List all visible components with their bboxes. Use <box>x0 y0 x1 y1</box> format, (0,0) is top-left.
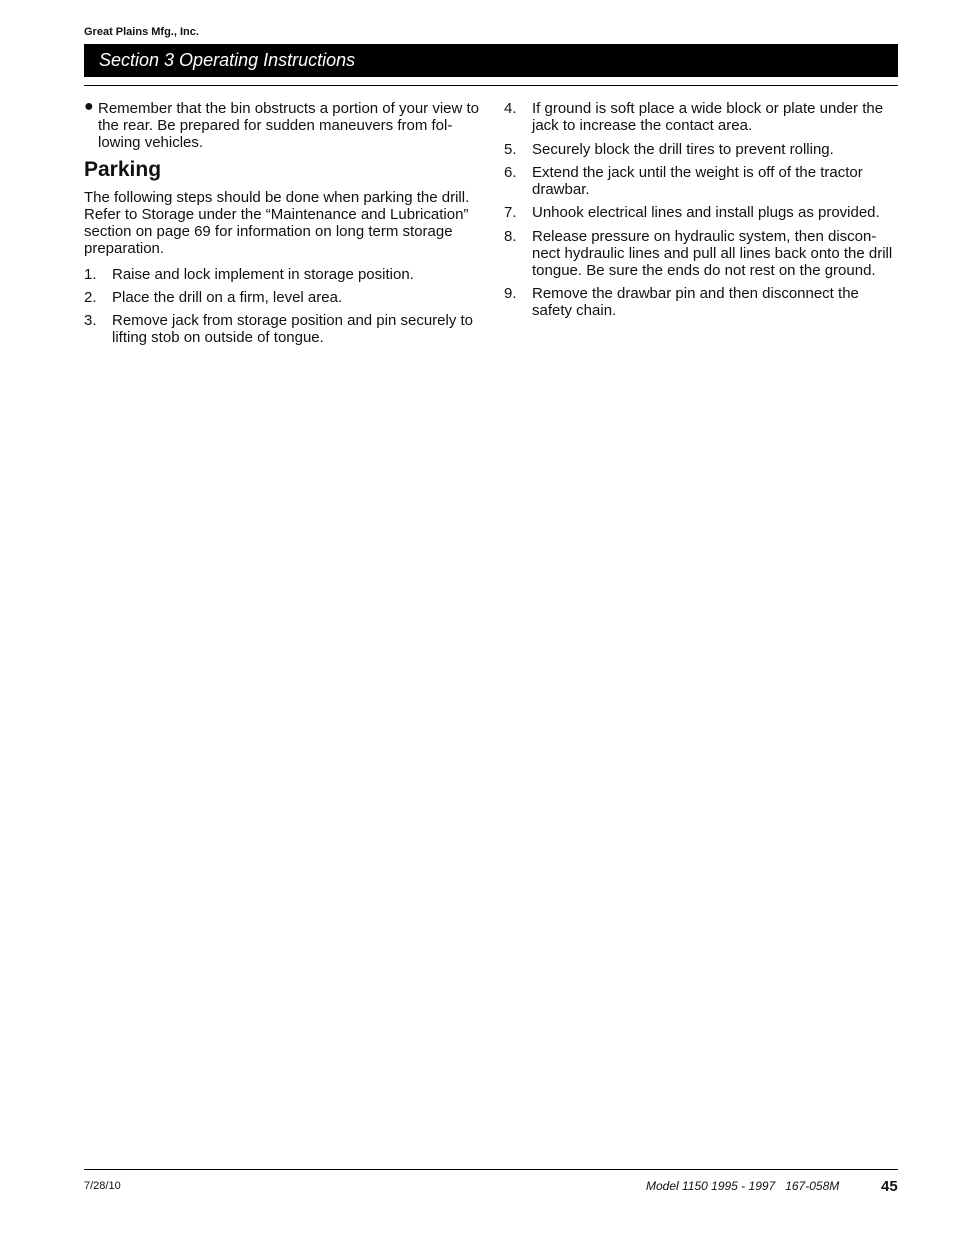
bullet-item <box>84 100 480 151</box>
step-item <box>504 164 898 198</box>
steps-list-left <box>84 266 480 346</box>
step-item <box>504 100 898 134</box>
step-text: Place the drill on a firm, level area. <box>112 289 343 306</box>
intro-paragraph: The following steps should be done when parking the drill. Refer to Storage under the “Maintenance and Lubrication” section on page 69 for information on long term storage preparation. <box>84 189 470 257</box>
step-item <box>504 285 898 319</box>
footer-model: Model 1150 1995 - 1997 167-058M <box>646 1179 840 1193</box>
step-item <box>84 266 480 283</box>
parking-heading: Parking <box>84 158 162 181</box>
company-name: Great Plains Mfg., Inc. <box>84 26 199 38</box>
step-number: 4. <box>504 100 517 117</box>
step-text: If ground is soft place a wide block or plate under the jack to increase the contact area. <box>532 100 884 134</box>
bullet-text: Remember that the bin obstructs a portion of your view to the rear. Be prepared for sudden maneuvers from fol-lowing vehicles. <box>98 100 480 151</box>
step-number: 8. <box>504 228 517 245</box>
step-text: Raise and lock implement in storage position. <box>112 266 414 283</box>
section-title-bar: Section 3 Operating Instructions <box>84 44 898 77</box>
step-item <box>84 312 480 346</box>
step-item <box>504 228 898 279</box>
step-text: Extend the jack until the weight is off of the tractor drawbar. <box>532 164 863 198</box>
step-text: Release pressure on hydraulic system, then discon-nect hydraulic lines and pull all lines back onto the drill tongue. Be sure the ends do not rest on the ground. <box>532 228 893 279</box>
footer-date: 7/28/10 <box>84 1180 121 1192</box>
footer-divider <box>84 1169 898 1170</box>
header-divider <box>84 85 898 86</box>
left-column <box>84 100 480 346</box>
step-number: 6. <box>504 164 517 181</box>
bullet-dot-icon: ● <box>84 98 94 115</box>
step-number: 5. <box>504 141 517 158</box>
step-text: Securely block the drill tires to prevent rolling. <box>532 141 834 158</box>
step-number: 2. <box>84 289 97 306</box>
page-number: 45 <box>881 1178 898 1195</box>
step-number: 3. <box>84 312 97 329</box>
step-text: Remove the drawbar pin and then disconnect the safety chain. <box>532 285 859 319</box>
step-number: 7. <box>504 204 517 221</box>
step-text: Remove jack from storage position and pin securely to lifting stob on outside of tongue. <box>112 312 474 346</box>
step-number: 9. <box>504 285 517 302</box>
step-text: Unhook electrical lines and install plugs as provided. <box>532 204 880 221</box>
right-column <box>504 100 898 319</box>
step-item <box>504 204 898 221</box>
step-number: 1. <box>84 266 97 283</box>
steps-list-right <box>504 100 898 319</box>
step-item <box>504 141 898 158</box>
step-item <box>84 289 480 306</box>
